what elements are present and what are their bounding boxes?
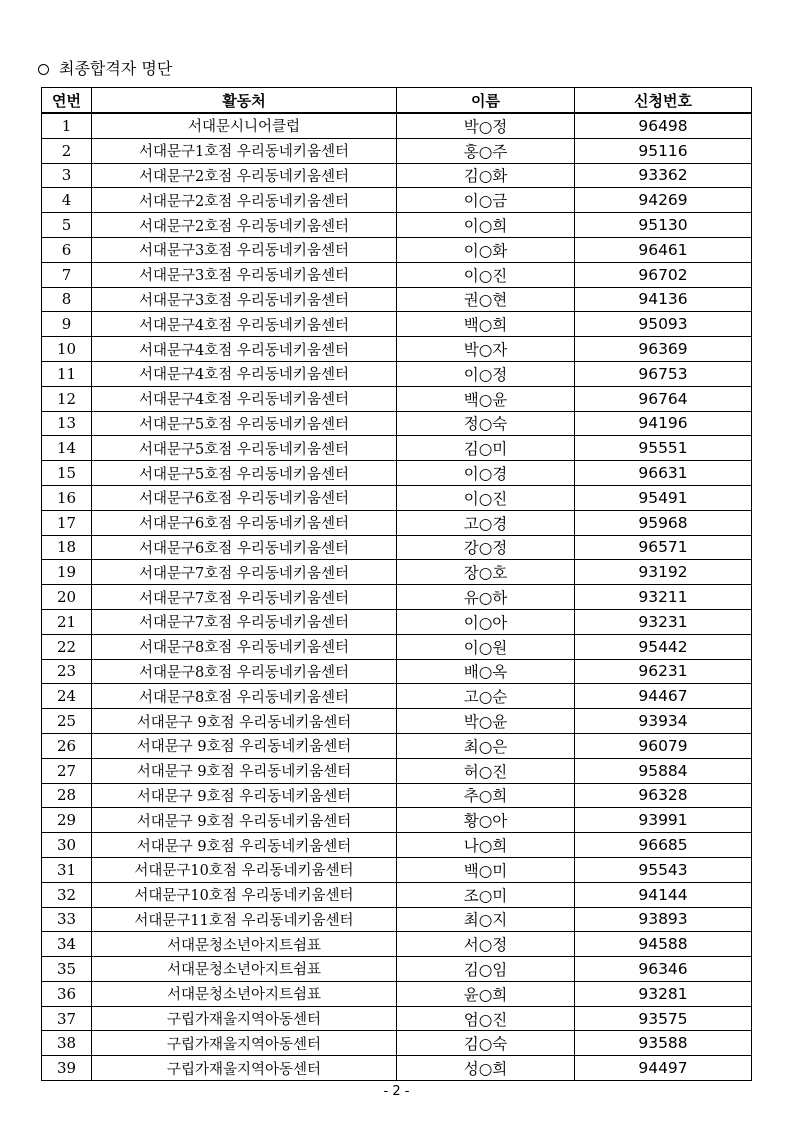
- row-number: 21: [42, 609, 92, 634]
- application-number-cell: 96764: [575, 386, 752, 411]
- application-number-cell: 96461: [575, 237, 752, 262]
- venue-cell: 서대문구6호점 우리동네키움센터: [92, 510, 397, 535]
- name-cell: 성○희: [397, 1056, 575, 1081]
- venue-cell: 서대문구10호점 우리동네키움센터: [92, 857, 397, 882]
- name-cell: 백○미: [397, 857, 575, 882]
- row-number: 8: [42, 287, 92, 312]
- venue-cell: 서대문구 9호점 우리동네키움센터: [92, 733, 397, 758]
- venue-cell: 서대문구6호점 우리동네키움센터: [92, 535, 397, 560]
- row-number: 27: [42, 758, 92, 783]
- row-number: 29: [42, 808, 92, 833]
- name-cell: 유○하: [397, 585, 575, 610]
- venue-cell: 서대문구4호점 우리동네키움센터: [92, 386, 397, 411]
- section-heading: [38, 58, 172, 80]
- table-row: [42, 113, 752, 138]
- name-cell: 최○은: [397, 733, 575, 758]
- row-number: 1: [42, 113, 92, 138]
- application-number-cell: 94467: [575, 684, 752, 709]
- application-number-cell: 96631: [575, 461, 752, 486]
- application-number-cell: 93192: [575, 560, 752, 585]
- venue-cell: 서대문청소년아지트쉼표: [92, 932, 397, 957]
- name-cell: 백○희: [397, 312, 575, 337]
- table-row: [42, 659, 752, 684]
- table-row: [42, 188, 752, 213]
- venue-cell: 서대문구4호점 우리동네키움센터: [92, 337, 397, 362]
- venue-cell: 서대문구3호점 우리동네키움센터: [92, 287, 397, 312]
- application-number-cell: 96685: [575, 833, 752, 858]
- venue-cell: 서대문구2호점 우리동네키움센터: [92, 213, 397, 238]
- row-number: 23: [42, 659, 92, 684]
- name-cell: 박○자: [397, 337, 575, 362]
- name-cell: 이○금: [397, 188, 575, 213]
- application-number-cell: 95116: [575, 138, 752, 163]
- table-row: [42, 585, 752, 610]
- venue-cell: 서대문구6호점 우리동네키움센터: [92, 485, 397, 510]
- table-row: [42, 461, 752, 486]
- venue-cell: 서대문구5호점 우리동네키움센터: [92, 436, 397, 461]
- row-number: 19: [42, 560, 92, 585]
- venue-cell: 서대문구5호점 우리동네키움센터: [92, 411, 397, 436]
- name-cell: 추○희: [397, 783, 575, 808]
- application-number-cell: 94136: [575, 287, 752, 312]
- table-row: [42, 609, 752, 634]
- row-number: 3: [42, 163, 92, 188]
- application-number-cell: 95884: [575, 758, 752, 783]
- venue-cell: 서대문구7호점 우리동네키움센터: [92, 585, 397, 610]
- table-row: [42, 709, 752, 734]
- application-number-cell: 93362: [575, 163, 752, 188]
- application-number-cell: 94497: [575, 1056, 752, 1081]
- table-row: [42, 436, 752, 461]
- table-row: [42, 882, 752, 907]
- application-number-cell: 96346: [575, 957, 752, 982]
- table-row: [42, 833, 752, 858]
- name-cell: 이○진: [397, 485, 575, 510]
- table-row: [42, 237, 752, 262]
- row-number: 33: [42, 907, 92, 932]
- table-row: [42, 907, 752, 932]
- table-row: [42, 783, 752, 808]
- application-number-cell: 93211: [575, 585, 752, 610]
- row-number: 39: [42, 1056, 92, 1081]
- row-number: 31: [42, 857, 92, 882]
- row-number: 9: [42, 312, 92, 337]
- name-cell: 황○아: [397, 808, 575, 833]
- page-number: - 2 -: [383, 1084, 410, 1099]
- venue-cell: 서대문구8호점 우리동네키움센터: [92, 659, 397, 684]
- name-cell: 엄○진: [397, 1006, 575, 1031]
- application-number-cell: 93281: [575, 981, 752, 1006]
- name-cell: 이○아: [397, 609, 575, 634]
- row-number: 15: [42, 461, 92, 486]
- table-row: [42, 957, 752, 982]
- name-cell: 고○경: [397, 510, 575, 535]
- venue-cell: 서대문구8호점 우리동네키움센터: [92, 684, 397, 709]
- application-number-cell: 95543: [575, 857, 752, 882]
- table-row: [42, 932, 752, 957]
- venue-cell: 서대문구3호점 우리동네키움센터: [92, 262, 397, 287]
- application-number-cell: 94269: [575, 188, 752, 213]
- application-number-cell: 96753: [575, 361, 752, 386]
- name-cell: 박○정: [397, 113, 575, 138]
- table-body: [42, 113, 752, 1081]
- venue-cell: 서대문구8호점 우리동네키움센터: [92, 634, 397, 659]
- table-row: [42, 262, 752, 287]
- name-cell: 최○지: [397, 907, 575, 932]
- name-cell: 장○호: [397, 560, 575, 585]
- row-number: 17: [42, 510, 92, 535]
- table-row: [42, 386, 752, 411]
- venue-cell: 구립가재울지역아동센터: [92, 1056, 397, 1081]
- venue-cell: 서대문구5호점 우리동네키움센터: [92, 461, 397, 486]
- application-number-cell: 96702: [575, 262, 752, 287]
- name-cell: 나○희: [397, 833, 575, 858]
- row-number: 38: [42, 1031, 92, 1056]
- row-number: 22: [42, 634, 92, 659]
- table-row: [42, 287, 752, 312]
- table-row: [42, 312, 752, 337]
- row-number: 14: [42, 436, 92, 461]
- table-row: [42, 634, 752, 659]
- table-row: [42, 361, 752, 386]
- venue-cell: 서대문구7호점 우리동네키움센터: [92, 609, 397, 634]
- application-number-cell: 96079: [575, 733, 752, 758]
- table-row: [42, 1006, 752, 1031]
- name-cell: 서○정: [397, 932, 575, 957]
- table-row: [42, 535, 752, 560]
- table-row: [42, 981, 752, 1006]
- name-cell: 이○희: [397, 213, 575, 238]
- name-cell: 박○윤: [397, 709, 575, 734]
- name-cell: 배○옥: [397, 659, 575, 684]
- column-header-app-no: 신청번호: [575, 88, 752, 114]
- venue-cell: 서대문구1호점 우리동네키움센터: [92, 138, 397, 163]
- table-row: [42, 163, 752, 188]
- venue-cell: 서대문청소년아지트쉼표: [92, 957, 397, 982]
- name-cell: 이○진: [397, 262, 575, 287]
- row-number: 37: [42, 1006, 92, 1031]
- venue-cell: 서대문청소년아지트쉼표: [92, 981, 397, 1006]
- name-cell: 김○화: [397, 163, 575, 188]
- row-number: 20: [42, 585, 92, 610]
- venue-cell: 구립가재울지역아동센터: [92, 1031, 397, 1056]
- column-header-no: 연번: [42, 88, 92, 114]
- application-number-cell: 93991: [575, 808, 752, 833]
- application-number-cell: 95442: [575, 634, 752, 659]
- application-number-cell: 96571: [575, 535, 752, 560]
- venue-cell: 서대문구4호점 우리동네키움센터: [92, 361, 397, 386]
- row-number: 24: [42, 684, 92, 709]
- row-number: 2: [42, 138, 92, 163]
- application-number-cell: 95491: [575, 485, 752, 510]
- application-number-cell: 95130: [575, 213, 752, 238]
- table-row: [42, 485, 752, 510]
- venue-cell: 서대문구7호점 우리동네키움센터: [92, 560, 397, 585]
- row-number: 13: [42, 411, 92, 436]
- table-row: [42, 213, 752, 238]
- application-number-cell: 93588: [575, 1031, 752, 1056]
- table-header-row: [42, 88, 752, 114]
- application-number-cell: 96328: [575, 783, 752, 808]
- name-cell: 이○화: [397, 237, 575, 262]
- application-number-cell: 93934: [575, 709, 752, 734]
- name-cell: 고○순: [397, 684, 575, 709]
- row-number: 25: [42, 709, 92, 734]
- application-number-cell: 95968: [575, 510, 752, 535]
- table-row: [42, 808, 752, 833]
- row-number: 7: [42, 262, 92, 287]
- name-cell: 정○숙: [397, 411, 575, 436]
- venue-cell: 서대문구 9호점 우리동네키움센터: [92, 758, 397, 783]
- table-row: [42, 684, 752, 709]
- row-number: 4: [42, 188, 92, 213]
- row-number: 36: [42, 981, 92, 1006]
- name-cell: 강○정: [397, 535, 575, 560]
- column-header-venue: 활동처: [92, 88, 397, 114]
- application-number-cell: 96231: [575, 659, 752, 684]
- row-number: 32: [42, 882, 92, 907]
- application-number-cell: 93575: [575, 1006, 752, 1031]
- application-number-cell: 96498: [575, 113, 752, 138]
- name-cell: 이○정: [397, 361, 575, 386]
- name-cell: 홍○주: [397, 138, 575, 163]
- row-number: 12: [42, 386, 92, 411]
- row-number: 30: [42, 833, 92, 858]
- table-row: [42, 1056, 752, 1081]
- application-number-cell: 94144: [575, 882, 752, 907]
- venue-cell: 서대문구2호점 우리동네키움센터: [92, 188, 397, 213]
- name-cell: 백○윤: [397, 386, 575, 411]
- table-row: [42, 510, 752, 535]
- row-number: 28: [42, 783, 92, 808]
- name-cell: 김○미: [397, 436, 575, 461]
- venue-cell: 서대문구3호점 우리동네키움센터: [92, 237, 397, 262]
- row-number: 16: [42, 485, 92, 510]
- name-cell: 허○진: [397, 758, 575, 783]
- name-cell: 조○미: [397, 882, 575, 907]
- row-number: 11: [42, 361, 92, 386]
- venue-cell: 서대문구 9호점 우리동네키움센터: [92, 833, 397, 858]
- table-row: [42, 857, 752, 882]
- name-cell: 김○숙: [397, 1031, 575, 1056]
- name-cell: 권○현: [397, 287, 575, 312]
- application-number-cell: 95093: [575, 312, 752, 337]
- venue-cell: 서대문구 9호점 우리동네키움센터: [92, 808, 397, 833]
- venue-cell: 구립가재울지역아동센터: [92, 1006, 397, 1031]
- column-header-name: 이름: [397, 88, 575, 114]
- application-number-cell: 93231: [575, 609, 752, 634]
- final-applicants-table: [41, 87, 752, 1081]
- table-row: [42, 560, 752, 585]
- row-number: 5: [42, 213, 92, 238]
- venue-cell: 서대문시니어클럽: [92, 113, 397, 138]
- name-cell: 김○임: [397, 957, 575, 982]
- name-cell: 윤○희: [397, 981, 575, 1006]
- table-row: [42, 337, 752, 362]
- table-row: [42, 138, 752, 163]
- venue-cell: 서대문구 9호점 우리동네키움센터: [92, 709, 397, 734]
- table-row: [42, 411, 752, 436]
- application-number-cell: 95551: [575, 436, 752, 461]
- circle-bullet-icon: [38, 64, 49, 75]
- table-row: [42, 758, 752, 783]
- name-cell: 이○원: [397, 634, 575, 659]
- row-number: 34: [42, 932, 92, 957]
- application-number-cell: 94196: [575, 411, 752, 436]
- table-row: [42, 733, 752, 758]
- row-number: 6: [42, 237, 92, 262]
- venue-cell: 서대문구10호점 우리동네키움센터: [92, 882, 397, 907]
- venue-cell: 서대문구4호점 우리동네키움센터: [92, 312, 397, 337]
- row-number: 35: [42, 957, 92, 982]
- venue-cell: 서대문구2호점 우리동네키움센터: [92, 163, 397, 188]
- venue-cell: 서대문구11호점 우리동네키움센터: [92, 907, 397, 932]
- row-number: 10: [42, 337, 92, 362]
- application-number-cell: 93893: [575, 907, 752, 932]
- row-number: 18: [42, 535, 92, 560]
- application-number-cell: 94588: [575, 932, 752, 957]
- name-cell: 이○경: [397, 461, 575, 486]
- row-number: 26: [42, 733, 92, 758]
- application-number-cell: 96369: [575, 337, 752, 362]
- table-row: [42, 1031, 752, 1056]
- venue-cell: 서대문구 9호점 우리동네키움센터: [92, 783, 397, 808]
- section-title: 최종합격자 명단: [59, 59, 173, 78]
